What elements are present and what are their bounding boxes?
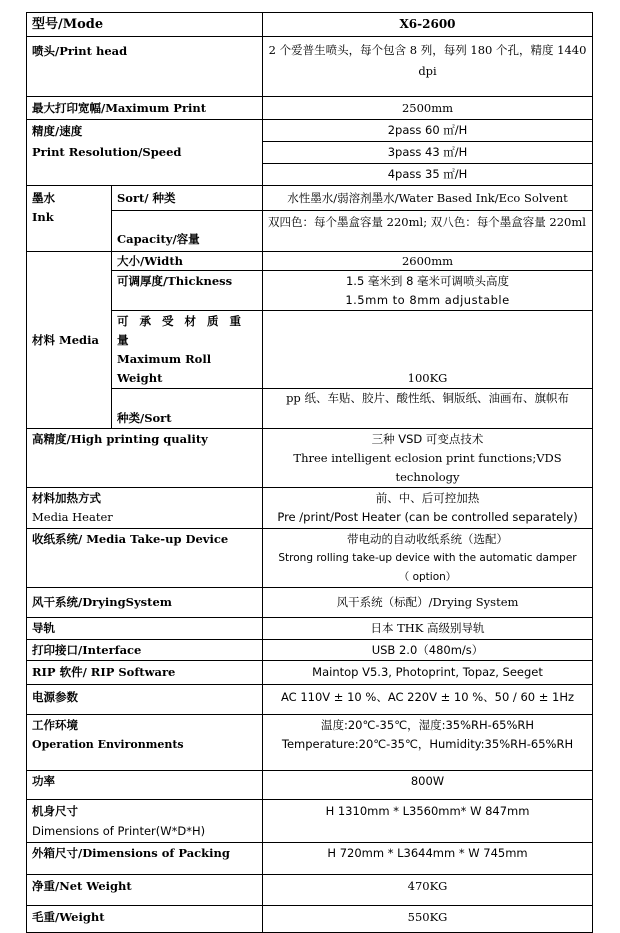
label-ink-capacity: Capacity/容量	[112, 211, 263, 252]
label-power: 电源参数	[27, 685, 263, 715]
value-ink-sort: 水性墨水/弱溶剂墨水/Water Based Ink/Eco Solvent	[263, 186, 593, 211]
value-rip: Maintop V5.3, Photoprint, Topaz, Seeget	[263, 661, 593, 685]
value-media-thickness	[263, 271, 593, 311]
label-media-weight-cn: 可 承 受 材 质 重 量	[117, 314, 245, 347]
value-media-weight: 100KG	[263, 311, 593, 389]
row-heater	[27, 488, 593, 529]
value-media-thickness-cn: 1.5 毫米到 8 毫米可调喷头高度	[345, 274, 510, 288]
value-packing: H 720mm * L3644mm * W 745mm	[263, 843, 593, 875]
row-packing	[27, 843, 593, 875]
row-media-width	[27, 252, 593, 271]
label-heater	[27, 488, 263, 529]
value-heater-en: Pre /print/Post Heater (can be controlled separately)	[277, 510, 578, 524]
label-env	[27, 715, 263, 771]
label-resolution-cn: 精度/速度	[32, 124, 83, 138]
value-takeup-cn: 带电动的自动收纸系统（选配）	[347, 532, 509, 546]
label-wattage: 功率	[27, 771, 263, 800]
row-media-weight	[27, 311, 593, 389]
label-printhead: 喷头/Print head	[27, 37, 263, 97]
value-wattage: 800W	[263, 771, 593, 800]
row-net-weight	[27, 875, 593, 906]
row-media-sort	[27, 389, 593, 429]
row-drying	[27, 588, 593, 618]
row-takeup	[27, 529, 593, 588]
label-heater-cn: 材料加热方式	[32, 491, 101, 505]
value-heater	[263, 488, 593, 529]
label-dimensions	[27, 800, 263, 843]
value-quality-en: Three intelligent eclosion print functions;VDS technology	[293, 451, 562, 484]
value-env	[263, 715, 593, 771]
label-max-width: 最大打印宽幅/Maximum Print	[27, 97, 263, 120]
value-env-cn: 温度:20℃-35℃，湿度:35%RH-65%RH	[320, 718, 535, 732]
label-rip: RIP 软件/ RIP Software	[27, 661, 263, 685]
row-rail	[27, 618, 593, 640]
label-env-en: Operation Environments	[32, 738, 184, 751]
value-resolution-3pass: 3pass 43 ㎡/H	[263, 142, 593, 164]
label-gross-weight: 毛重/Weight	[27, 906, 263, 933]
label-media-sort: 种类/Sort	[112, 389, 263, 429]
value-takeup-option: （ option）	[398, 571, 457, 583]
label-media-weight-en: Maximum Roll Weight	[117, 352, 212, 385]
value-printhead: 2 个爱普生喷头，每个包含 8 列，每列 180 个孔，精度 1440 dpi	[263, 37, 593, 97]
label-drying: 风干系统/DryingSystem	[27, 588, 263, 618]
value-resolution-2pass: 2pass 60 ㎡/H	[263, 120, 593, 142]
value-power: AC 110V ± 10 %、AC 220V ± 10 %、50 / 60 ± 1Hz	[263, 685, 593, 715]
row-power	[27, 685, 593, 715]
row-quality	[27, 429, 593, 488]
label-interface: 打印接口/Interface	[27, 640, 263, 661]
value-quality	[263, 429, 593, 488]
label-media: 材料 Media	[27, 252, 112, 429]
value-media-width: 2600mm	[263, 252, 593, 271]
row-env	[27, 715, 593, 771]
row-model	[27, 13, 593, 37]
value-interface: USB 2.0（480m/s）	[263, 640, 593, 661]
value-ink-capacity: 双四色：每个墨盒容量 220ml; 双八色：每个墨盒容量 220ml	[263, 211, 593, 252]
value-quality-cn: 三种 VSD 可变点技术	[371, 432, 484, 446]
label-net-weight: 净重/Net Weight	[27, 875, 263, 906]
value-media-sort: pp 纸、车贴、胶片、酸性纸、铜版纸、油画布、旗帜布	[263, 389, 593, 429]
value-model: X6-2600	[263, 13, 593, 37]
value-net-weight: 470KG	[263, 875, 593, 906]
value-heater-cn: 前、中、后可控加热	[375, 491, 480, 505]
value-max-width: 2500mm	[263, 97, 593, 120]
label-resolution-en: Print Resolution/Speed	[32, 145, 182, 159]
label-media-width: 大小/Width	[112, 252, 263, 271]
row-interface	[27, 640, 593, 661]
row-max-width	[27, 97, 593, 120]
value-takeup-en: Strong rolling take-up device with the automatic damper	[278, 552, 577, 564]
value-rail: 日本 THK 高级别导轨	[263, 618, 593, 640]
row-wattage	[27, 771, 593, 800]
label-media-thickness: 可调厚度/Thickness	[112, 271, 263, 311]
row-resolution	[27, 120, 593, 142]
row-ink-sort	[27, 186, 593, 211]
value-takeup	[263, 529, 593, 588]
row-gross-weight	[27, 906, 593, 933]
value-gross-weight: 550KG	[263, 906, 593, 933]
label-model: 型号/Mode	[27, 13, 263, 37]
row-media-thickness	[27, 271, 593, 311]
row-dimensions	[27, 800, 593, 843]
label-rail: 导轨	[27, 618, 263, 640]
label-dimensions-cn: 机身尺寸	[32, 804, 78, 818]
row-rip	[27, 661, 593, 685]
label-media-weight	[112, 311, 263, 389]
label-ink	[27, 186, 112, 252]
value-drying: 风干系统（标配）/Drying System	[263, 588, 593, 618]
label-takeup: 收纸系统/ Media Take-up Device	[27, 529, 263, 588]
label-ink-cn: 墨水	[32, 191, 55, 205]
label-ink-en: Ink	[32, 210, 54, 224]
row-printhead	[27, 37, 593, 97]
label-packing: 外箱尺寸/Dimensions of Packing	[27, 843, 263, 875]
label-ink-sort: Sort/ 种类	[112, 186, 263, 211]
value-resolution-4pass: 4pass 35 ㎡/H	[263, 164, 593, 186]
value-media-thickness-en: 1.5mm to 8mm adjustable	[345, 293, 510, 307]
label-resolution	[27, 120, 263, 186]
label-quality: 高精度/High printing quality	[27, 429, 263, 488]
label-dimensions-en: Dimensions of Printer(W*D*H)	[32, 824, 206, 838]
label-heater-en: Media Heater	[32, 510, 113, 524]
spec-table	[26, 12, 593, 933]
row-ink-capacity	[27, 211, 593, 252]
value-env-en: Temperature:20℃-35℃，Humidity:35%RH-65%RH	[281, 737, 574, 751]
value-dimensions: H 1310mm * L3560mm* W 847mm	[263, 800, 593, 843]
label-env-cn: 工作环境	[32, 718, 78, 732]
